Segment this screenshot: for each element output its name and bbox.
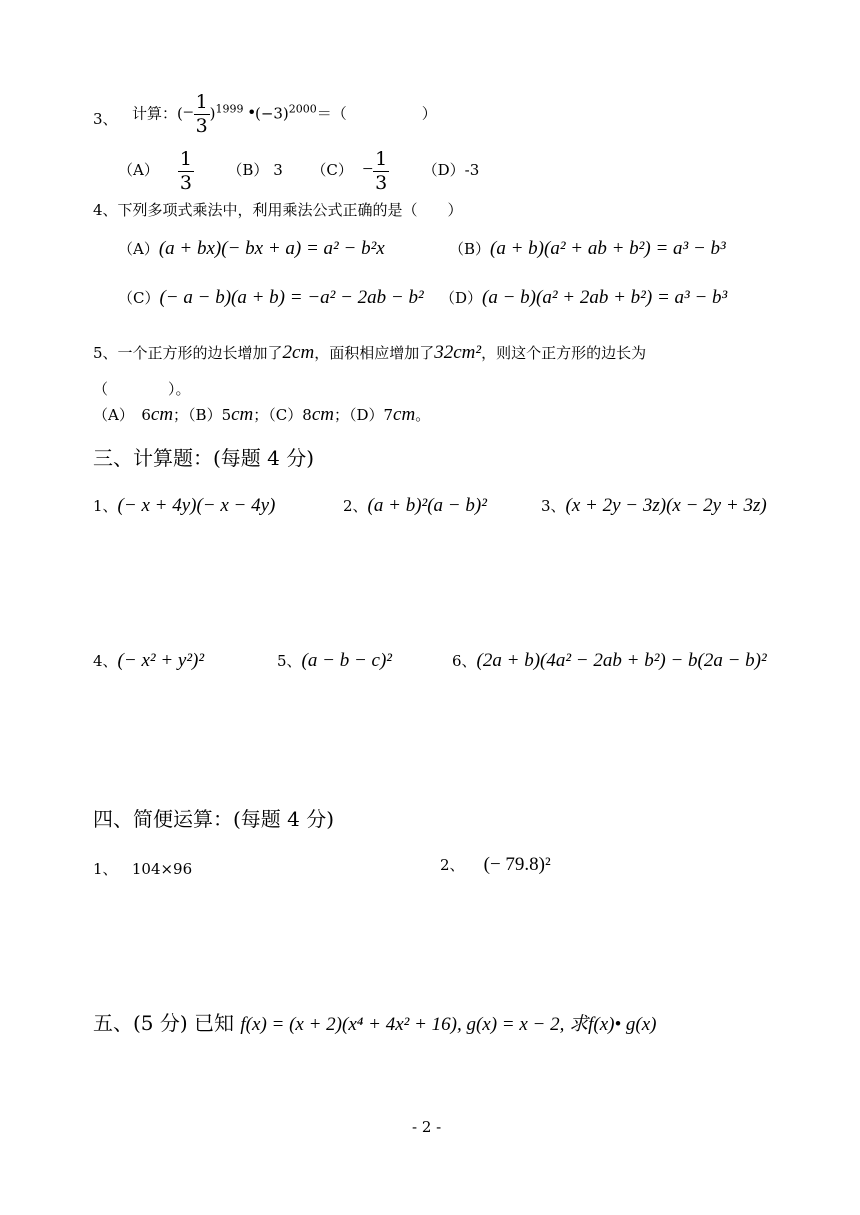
q3-expression: 计算：(− $\frac{1}{3}$ )$^{1999}$ $•(-3)^{2000}=$（ ） [132,91,437,137]
q4-option-d: （D）(a − b)(a² + 2ab + b²) = a³ − b³ [440,287,728,308]
section5 [93,1007,657,1036]
q3-option-c: （C） [311,161,353,179]
q3-label: 计算：( [132,104,183,123]
q5-stem: 5、一个正方形的边长增加了2cm，面积相应增加了32cm²，则这个正方形的边长为 [93,342,647,363]
q4-stem: 4、下列多项式乘法中，利用乘法公式正确的是（ ） [93,201,463,219]
s3-item-3: 3、(x + 2y − 3z)(x − 2y + 3z) [541,495,767,516]
q3-option-d: （D）-3 [422,161,480,179]
section5-expression: f(x) = (x + 2)(x⁴ + 4x² + 16), g(x) = x − 2, 求f(x)• g(x) [240,1014,657,1035]
s3-item-4: 4、(− x² + y²)² [93,650,205,671]
s4-item-2: 2、 (− 79.8)² [440,854,551,875]
section5-title: 五、(5 分) 已知 [93,1011,235,1035]
page-number: - 2 - [412,1118,442,1136]
q4-option-a: （A）(a + bx)(− bx + a) = a² − b²x [118,238,385,259]
s4-item-1: 1、 104×96 [93,860,193,878]
q3-option-b: （B） 3 [227,161,283,179]
q3-options: （A） $\frac{1}{3}$ （B） 3 （C） − $\frac{1}{3}$ （D）-3 [118,147,480,194]
s3-item-5: 5、(a − b − c)² [277,650,392,671]
q3-option-a: （A） [118,161,159,179]
s3-item-2: 2、(a + b)²(a − b)² [343,495,487,516]
q3-fraction: $\frac{1}{3}$ [195,91,208,137]
q4-option-c: （C）(− a − b)(a + b) = −a² − 2ab − b² [118,287,424,308]
q5-options: （A） 6cm；（B）5cm；（C）8cm；（D）7cm。 [93,404,431,425]
s3-item-1: 1、(− x + 4y)(− x − 4y) [93,495,276,516]
s3-item-6: 6、(2a + b)(4a² − 2ab + b²) − b(2a − b)² [452,650,767,671]
q3-number: 3、 [93,110,118,128]
q5-blank: （ ）。 [93,380,191,398]
q4-option-b: （B）(a + b)(a² + ab + b²) = a³ − b³ [449,238,726,259]
section3-title: 三、计算题：(每题 4 分) [93,446,315,470]
section4-title: 四、简便运算：(每题 4 分) [93,807,335,831]
